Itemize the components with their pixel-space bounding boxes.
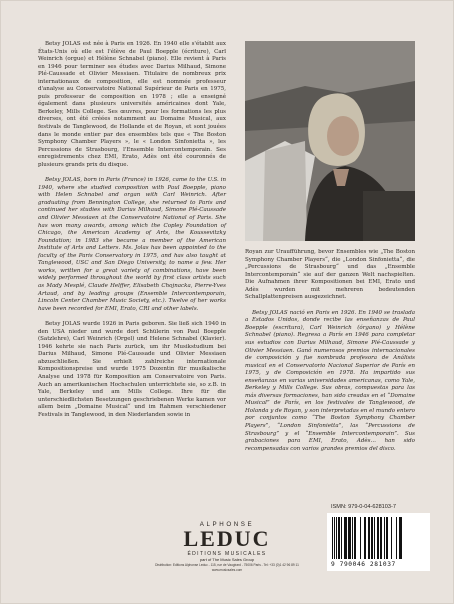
biography-english: Betsy JOLAS, born in Paris (France) in 1926, came to the U.S. in 1940, where she studied composition with Paul Boepple, piano with Helen Schnabel and organ with Carl Weinrich. After graduating from Bennington College, she returned to Paris and continued her studies with Darius Milhaud, Simone Plé-Caussade and Olivier Messiaen at the Conservatoire National of Paris. She has won many awards, among which the Copley Foundation of Chicago, the American Academy of Arts, the Koussevitzky Foundation; in 1983 she became a member of the American Institute of Arts and Letters. Ms. Jolas has been appointed to the faculty of the Paris Conservatory in 1975, and has also taught at Tanglewood, USC and San Diego University, to name a few. Her works, written for a great variety of combinations, have been widely performed throughout the world by first class artists such as Mady Mesplé, Claude Helffer, Elisabeth Chojnacka, Pierre-Yves Artaud, and by leading groups (Ensemble Intercontemporain, Lincoln Center Chamber Music Society, etc.). Twelve of her works have been recorded for EMI, Erato, CRI and other labels.: [38, 177, 226, 312]
publisher-address: Distribution: Editions Alphonse Leduc - 115, rue de Vaugirard - 75006 Paris - Tel: +33 (0)1 42 96 89 11: [155, 563, 299, 567]
publisher-group: part of The Music Sales Group: [199, 557, 255, 562]
publisher-logo-name: LEDUC: [183, 526, 271, 551]
biography-german-continued: Royan zur Uraufführung, bevor Ensembles wie „The Boston Symphony Chamber Players“, die „London Sinfonietta“, die „Percussions de Strasbourg“ und das „Ensemble Intercontemporain“ sie auf der ganzen Welt nachspielten. Die Aufnahmen ihrer Kompositionen bei EMI, Erato und Adès wurden mit mehreren bedeutenden Schallplattenpreisen ausgezeichnet.: [245, 249, 415, 301]
biography-french: Betsy JOLAS est née à Paris en 1926. En 1940 elle s'établit aux États-Unis où elle est l'élève de Paul Boepple (écriture), Carl Weinrich (orgue) et Hélène Schnabel (piano). Elle revient à Paris en 1946 pour terminer ses études avec Darius Milhaud, Simone Plé-Caussade et Olivier Messiaen. Titulaire de nombreux prix internationaux de composition, elle est nommée professeur d'analyse au Conservatoire National Supérieur de Paris en 1975, puis professeur de composition en 1978 ; elle a enseigné également dans plusieurs universités américaines dont Yale, Berkeley, Mills College. Ses œuvres, pour les formations les plus diverses, ont été créées notamment au Domaine Musical, aux festivals de Tanglewood, de Hollande et de Royan, et sont jouées dans le monde entier par des ensembles tels que « The Boston Symphony Chamber Players », le « London Sinfonietta », les Percussions de Strasbourg, l'Ensemble Intercontemporain. Ses enregistrements chez EMI, Erato, Adès ont été couronnés de plusieurs grands prix du disque.: [38, 41, 226, 168]
barcode: [327, 513, 430, 571]
biography-german: Betsy JOLAS wurde 1926 in Paris geboren. Sie ließ sich 1940 in den USA nieder und wurde dort Schülerin von Paul Boepple (Satzlehre), Carl Weinrich (Orgel) und Helene Schnabel (Klavier). 1946 kehrte sie nach Paris zurück, um ihr Musikstudium bei Darius Milhaud, Simone Plé-Caussade und Olivier Messiaen abzuschließen. Sie erhielt zahlreiche internationale Kompositionspreise und wurde 1975 Dozentin für musikalische Analyse und 1978 für Komposition am Conservatoire von Paris. Auch an amerikanischen Hochschulen unterrichtete sie, so z.B. in Yale, Berkeley und am Mills College. Ihre für die unterschiedlichsten Besetzungen geschriebenen Werke kamen vor allem beim „Domaine Musical“ und im Rahmen verschiedener Festivals in Tanglewood, in den Niederlanden sowie in: [38, 321, 226, 418]
portrait-photo-icon: [245, 41, 415, 241]
composer-portrait-photo: [245, 41, 415, 241]
biography-left-column: [38, 41, 226, 419]
publisher-logo-top: ALPHONSE: [199, 521, 255, 528]
barcode-bar: [402, 517, 403, 559]
biography-spanish: Betsy JOLAS nació en Paris en 1926. En 1940 se traslada a Estados Unidos, donde recibe las enseñanzas de Paul Boepple (escritura), Carl Weinrich (órgano) y Hélène Schnabel (piano). Regresa a París en 1946 para completar sus estudios con Darius Milhaud, Simone Plé-Caussade y Olivier Messiaen. Ganó numerosos premios internacionales de composición y fue nombrada profesora de Análisis musical en el Conservatorio Nacional Superior de París en 1975, y de Composición en 1978. Ha impartido sus enseñanzas en varias universidades americanas, como Yale, Berkeley y Mills College. Sus obras, compuestas para las más diversas formaciones, han sido creadas en el “Domaine Musical” de París, en los festivales de Tanglewood, de Holanda y de Royan, y son interpretadas en el mundo entero por conjuntos como “The Boston Symphony Chamber Players”, “London Sinfonietta”, las “Percussions de Strasbourg” y el “Ensemble Intercontemporain”. Sus grabaciones para EMI, Erato, Adès… han sido recompensadas con varios grandes premios del disco.: [245, 309, 415, 452]
publisher-website: www.musicsales.com: [211, 568, 243, 572]
barcode-bars: [332, 517, 425, 559]
biography-right-column: [245, 249, 415, 453]
ismn-number: ISMN: 979-0-04-628103-7: [331, 504, 396, 510]
publisher-logo: [131, 521, 323, 572]
barcode-digits: 9 790046 281037: [331, 561, 396, 568]
publisher-logo-sub: ÉDITIONS MUSICALES: [187, 551, 267, 557]
